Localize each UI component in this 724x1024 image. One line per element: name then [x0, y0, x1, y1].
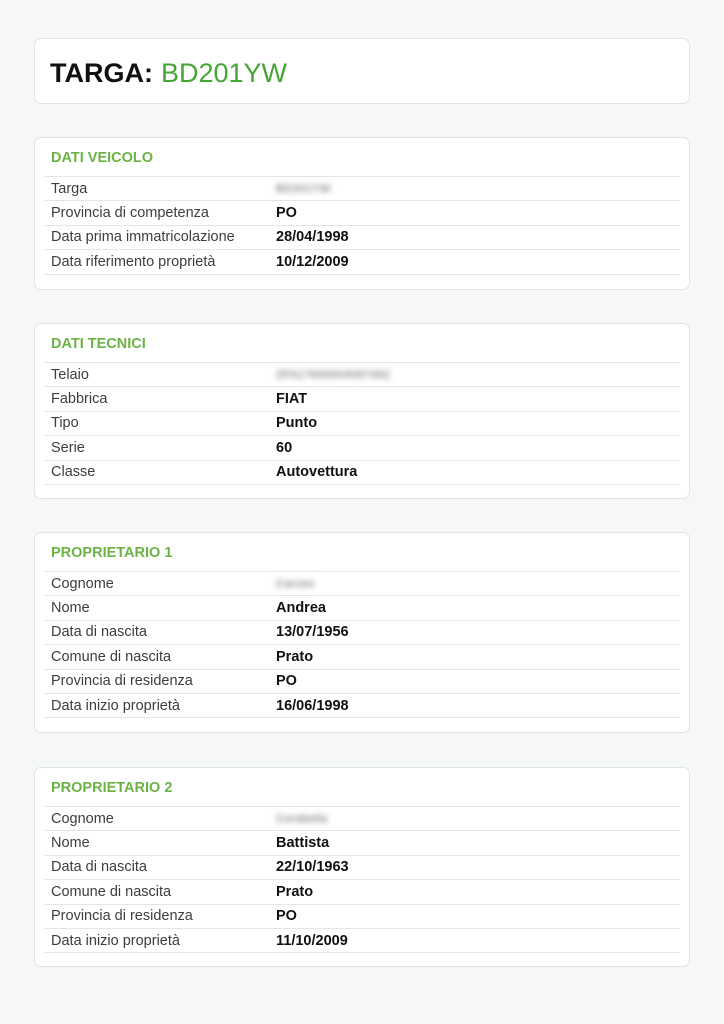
table-row — [44, 670, 680, 694]
field-value-redacted: ZFA17600004097462 — [276, 368, 391, 381]
table-row — [44, 363, 680, 387]
table-row — [44, 694, 680, 718]
table-row — [44, 905, 680, 929]
field-label: Comune di nascita — [51, 648, 172, 665]
field-label: Provincia di competenza — [51, 205, 209, 222]
section-proprietario-2 — [34, 767, 690, 967]
table-row — [44, 387, 680, 411]
field-label: Data di nascita — [51, 624, 147, 641]
table-row — [44, 412, 680, 436]
table-row — [44, 461, 680, 485]
field-value: 10/12/2009 — [276, 253, 349, 270]
field-label: Data inizio proprietà — [51, 697, 180, 714]
field-value-redacted: Corabella — [276, 812, 328, 825]
plate-label: TARGA: — [50, 58, 153, 88]
table-row — [44, 929, 680, 953]
table-row — [44, 572, 680, 596]
table-row — [44, 250, 680, 274]
field-value: 13/07/1956 — [276, 624, 349, 641]
field-value: Prato — [276, 883, 314, 900]
field-value: Battista — [276, 835, 330, 852]
table-row — [44, 177, 680, 201]
field-label: Nome — [51, 835, 90, 852]
section-proprietario-1 — [34, 532, 690, 733]
field-label: Cognome — [51, 810, 114, 827]
field-value: 60 — [276, 439, 293, 456]
field-value: Prato — [276, 648, 314, 665]
table-row — [44, 831, 680, 855]
field-value: PO — [276, 908, 297, 925]
field-label: Classe — [51, 464, 96, 481]
section-title: PROPRIETARIO 1 — [44, 533, 680, 572]
plate-header-card — [34, 38, 690, 104]
field-label: Provincia di residenza — [51, 673, 193, 690]
table-row — [44, 596, 680, 620]
field-label: Data riferimento proprietà — [51, 253, 216, 270]
field-value-redacted: Caruso — [276, 577, 315, 590]
table-row — [44, 226, 680, 250]
field-label: Tipo — [51, 415, 79, 432]
field-label: Data inizio proprietà — [51, 932, 180, 949]
field-label: Nome — [51, 600, 90, 617]
field-label: Comune di nascita — [51, 883, 172, 900]
field-label: Fabbrica — [51, 391, 108, 408]
section-dati-veicolo — [34, 137, 690, 290]
field-label: Telaio — [51, 366, 89, 383]
plate-number: BD201YW — [160, 58, 288, 88]
table-row — [44, 807, 680, 831]
field-value: FIAT — [276, 391, 308, 408]
field-value: Andrea — [276, 600, 326, 617]
table-row — [44, 645, 680, 669]
field-label: Cognome — [51, 575, 114, 592]
section-title: DATI TECNICI — [44, 324, 680, 363]
table-row — [44, 201, 680, 225]
field-value: Autovettura — [276, 464, 358, 481]
section-title: PROPRIETARIO 2 — [44, 768, 680, 807]
field-value: PO — [276, 205, 297, 222]
table-row — [44, 621, 680, 645]
field-value: 28/04/1998 — [276, 229, 349, 246]
field-label: Data di nascita — [51, 859, 147, 876]
field-label: Serie — [51, 439, 85, 456]
field-label: Provincia di residenza — [51, 908, 193, 925]
field-label: Data prima immatricolazione — [51, 229, 235, 246]
field-value: Punto — [276, 415, 318, 432]
section-dati-tecnici — [34, 323, 690, 499]
field-value: 11/10/2009 — [276, 932, 348, 949]
field-value: PO — [276, 673, 297, 690]
table-row — [44, 880, 680, 904]
section-title: DATI VEICOLO — [44, 138, 680, 177]
page-title — [50, 57, 287, 89]
table-row — [44, 856, 680, 880]
field-label: Targa — [51, 180, 88, 197]
field-value: 22/10/1963 — [276, 859, 349, 876]
field-value: 16/06/1998 — [276, 697, 349, 714]
field-value-redacted: BD201YW — [276, 182, 331, 195]
table-row — [44, 436, 680, 460]
